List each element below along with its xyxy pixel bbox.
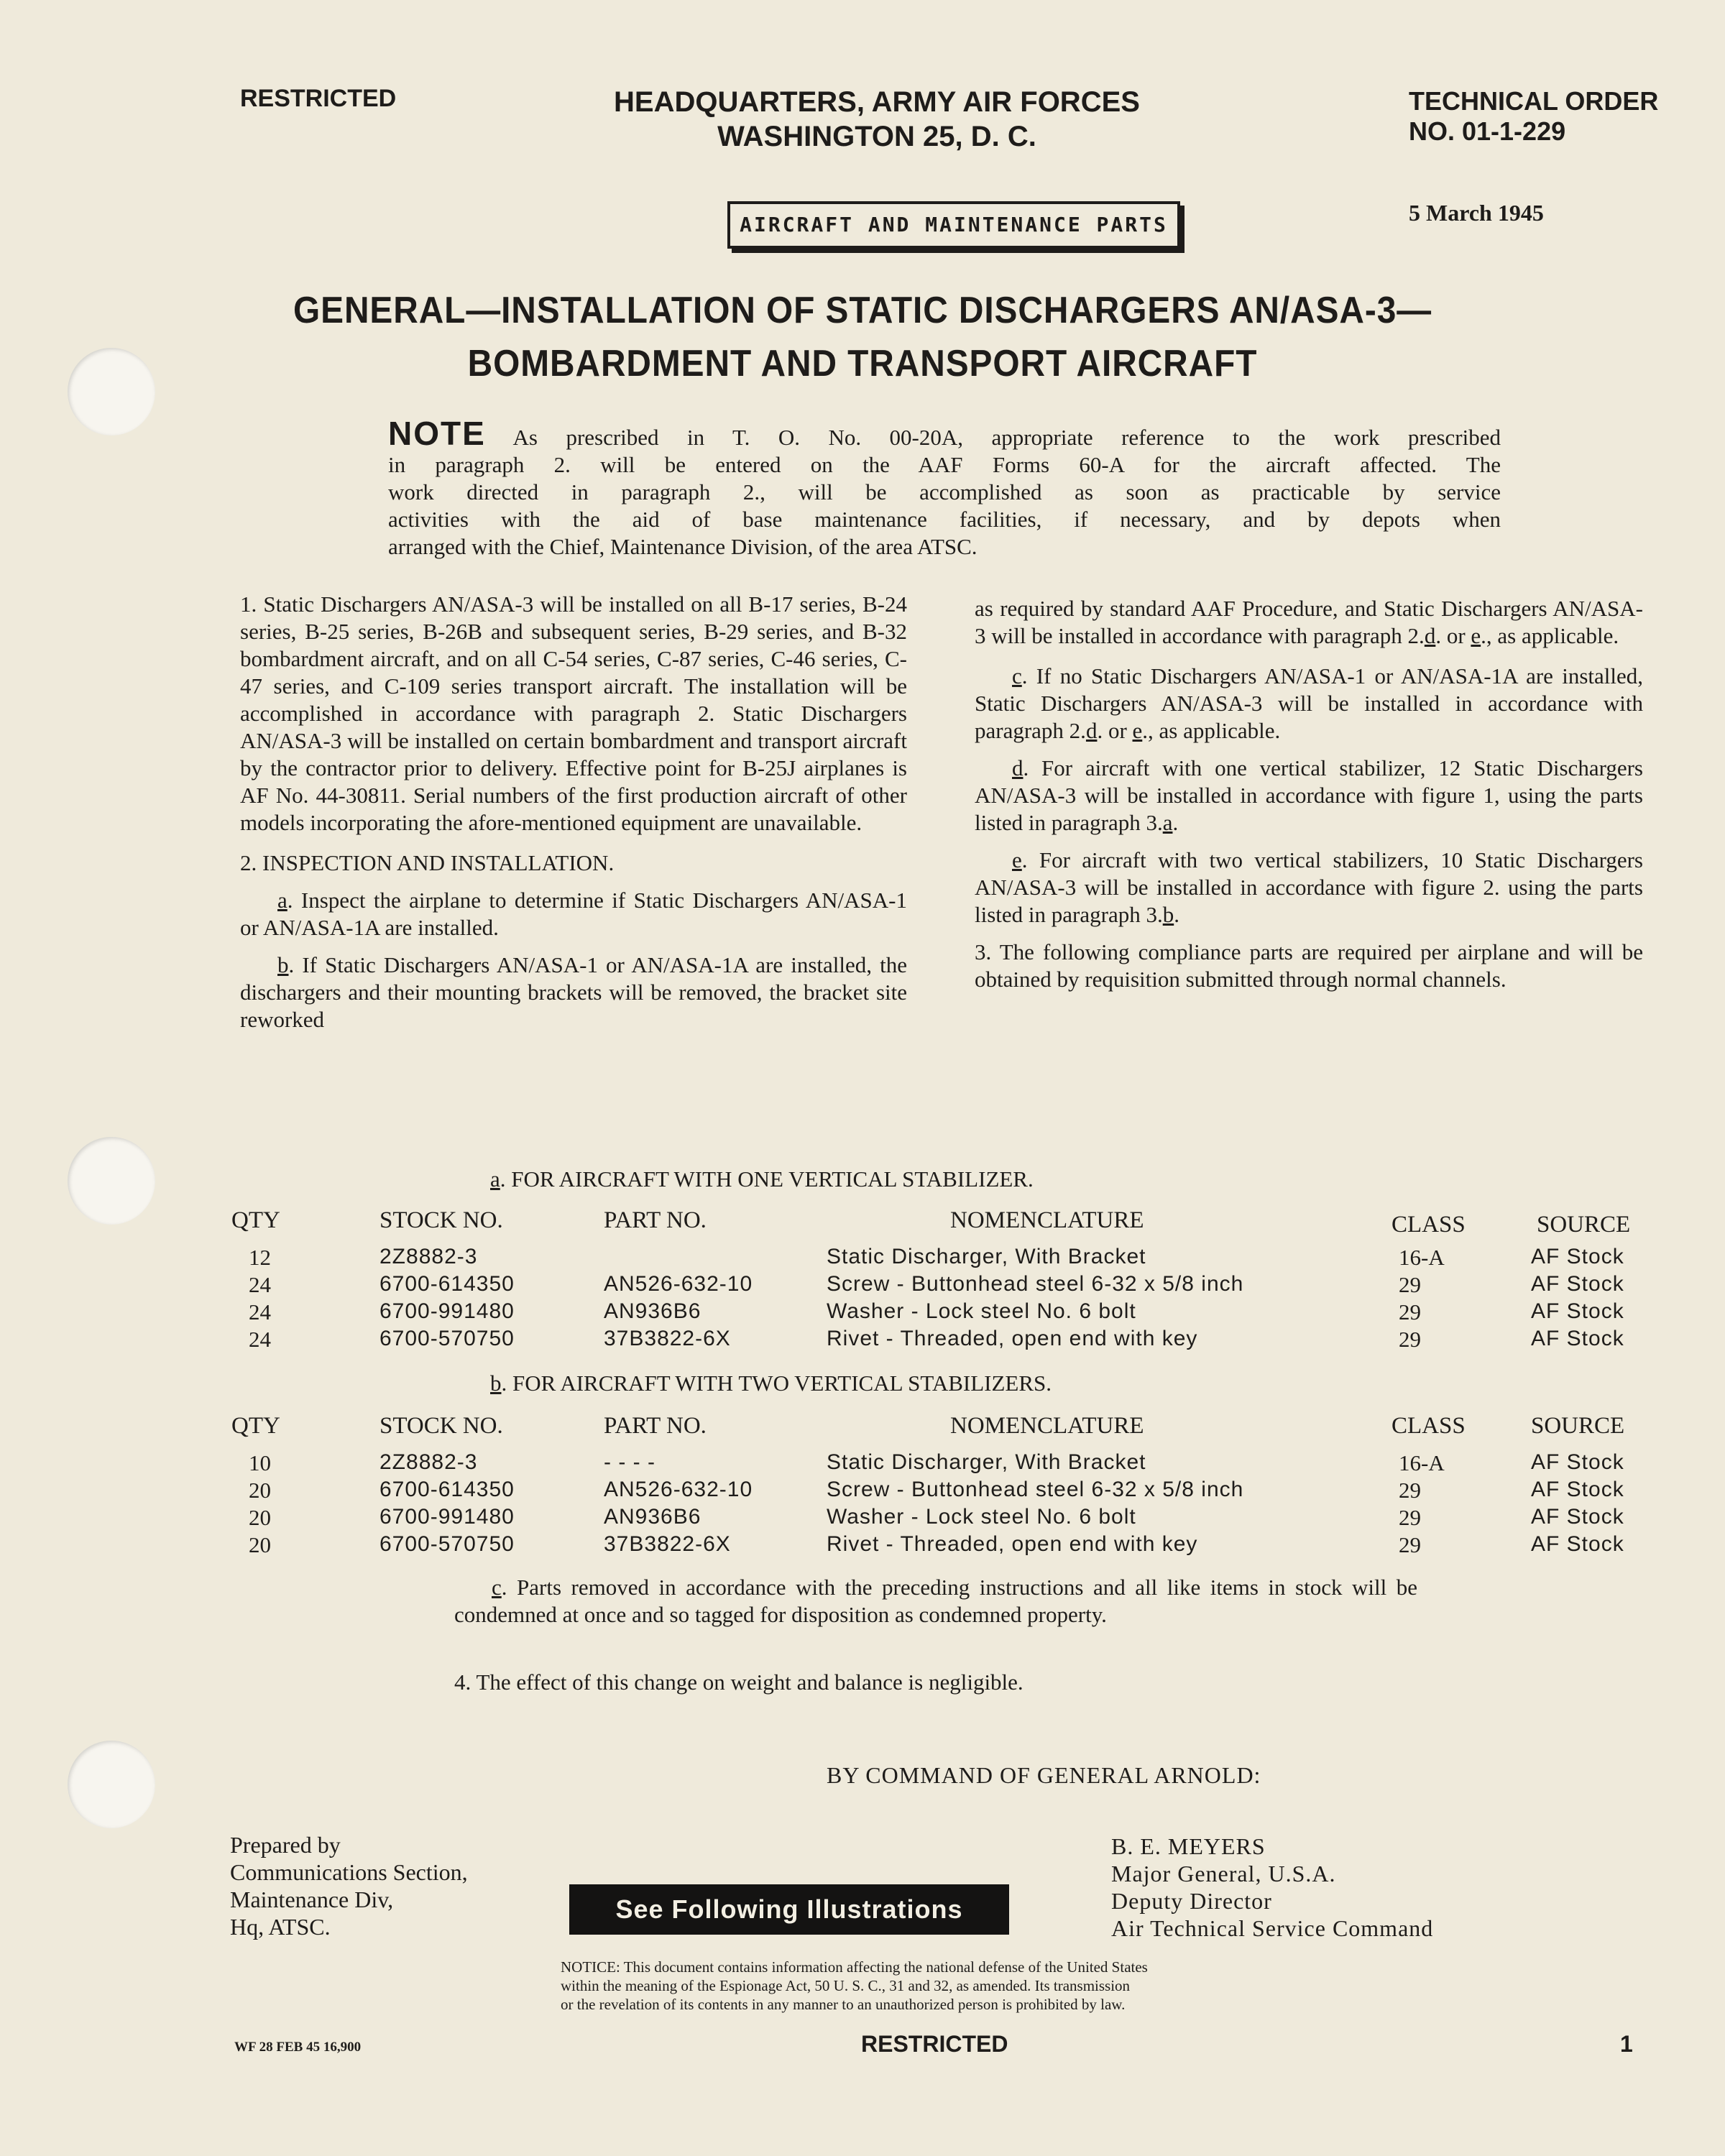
- see-following-banner: [569, 1884, 1009, 1935]
- note-line4: activities with the aid of base maintenance facilities, if necessary, and by depots when: [388, 507, 1501, 532]
- note-line2: in paragraph 2. will be entered on the AAF Forms 60-A for the aircraft affected. The: [388, 452, 1501, 477]
- paragraph-3c: c. Parts removed in accordance with the preceding instructions and all like items in stock will be condemned at once and so tagged for disposition as condemned property.: [454, 1575, 1417, 1627]
- signatory-title: Deputy Director: [1111, 1888, 1272, 1914]
- cell-qty: 20: [249, 1505, 271, 1530]
- table-a-header: [0, 1207, 1725, 1238]
- col-nomenclature: NOMENCLATURE: [950, 1207, 1144, 1233]
- cell-stock-no: 6700-991480: [380, 1505, 515, 1529]
- cell-source: AF Stock: [1531, 1450, 1624, 1474]
- cell-qty: 24: [249, 1327, 271, 1352]
- table-b: [0, 1413, 1725, 1571]
- table-row: [0, 1532, 1725, 1560]
- cell-stock-no: 6700-614350: [380, 1272, 515, 1296]
- cell-nomenclature: Washer - Lock steel No. 6 bolt: [827, 1505, 1136, 1529]
- cell-source: AF Stock: [1531, 1272, 1624, 1296]
- hq-line1: HEADQUARTERS, ARMY AIR FORCES: [614, 86, 1140, 118]
- cell-class: 29: [1399, 1327, 1421, 1352]
- cell-qty: 24: [249, 1272, 271, 1297]
- command-line: BY COMMAND OF GENERAL ARNOLD:: [827, 1762, 1261, 1788]
- cell-nomenclature: Rivet - Threaded, open end with key: [827, 1532, 1198, 1556]
- col-stock: STOCK NO.: [380, 1207, 503, 1233]
- print-code: WF 28 FEB 45 16,900: [234, 2040, 362, 2055]
- paragraph-2a: a. Inspect the airplane to determine if Static Dischargers AN/ASA-1 or AN/ASA-1A are installed.: [240, 888, 907, 940]
- note-block: [388, 415, 1501, 561]
- signatory-rank: Major General, U.S.A.: [1111, 1861, 1336, 1886]
- table-row: [0, 1327, 1725, 1354]
- table-row: [0, 1272, 1725, 1299]
- cell-source: AF Stock: [1531, 1299, 1624, 1323]
- cell-part-no: AN936B6: [604, 1299, 702, 1323]
- table-b-heading: b. FOR AIRCRAFT WITH TWO VERTICAL STABILIZERS.: [490, 1370, 1052, 1396]
- signatory-name: B. E. MEYERS: [1111, 1833, 1266, 1859]
- cell-nomenclature: Rivet - Threaded, open end with key: [827, 1327, 1198, 1350]
- table-row: [0, 1505, 1725, 1532]
- col-source: SOURCE: [1531, 1413, 1625, 1439]
- cell-part-no: 37B3822-6X: [604, 1327, 731, 1350]
- paragraph-2c: c. If no Static Dischargers AN/ASA-1 or AN/ASA-1A are installed, Static Dischargers AN/ASA-3 will be installed in accordance with paragraph 2.d. or e., as applicable.: [975, 663, 1643, 743]
- restricted-top: RESTRICTED: [240, 85, 397, 112]
- paragraph-2b: b. If Static Dischargers AN/ASA-1 or AN/ASA-1A are installed, the dischargers and their mounting brackets will be removed, the bracket site reworked: [240, 952, 907, 1032]
- col-stock: STOCK NO.: [380, 1413, 503, 1439]
- left-column: [240, 591, 907, 1033]
- espionage-notice: NOTICE: This document contains information affecting the national defense of the United States within the meaning of the Espionage Act, 50 U. S. C., 31 and 32, as amended. Its transmission or the revelation of its contents in any manner to an unauthorized person is prohibited by law.: [561, 1958, 1148, 2013]
- cell-class: 16-A: [1399, 1245, 1445, 1270]
- technical-order-line1: TECHNICAL ORDER: [1409, 86, 1659, 116]
- cell-nomenclature: Static Discharger, With Bracket: [827, 1450, 1146, 1474]
- cell-qty: 24: [249, 1299, 271, 1325]
- cell-nomenclature: Static Discharger, With Bracket: [827, 1245, 1146, 1268]
- cell-class: 29: [1399, 1478, 1421, 1503]
- cell-part-no: 37B3822-6X: [604, 1532, 731, 1556]
- cell-source: AF Stock: [1531, 1478, 1624, 1501]
- cell-part-no: AN526-632-10: [604, 1272, 753, 1296]
- cell-class: 29: [1399, 1299, 1421, 1325]
- col-class: CLASS: [1392, 1212, 1466, 1238]
- col-part: PART NO.: [604, 1207, 707, 1233]
- paragraph-1: 1. Static Dischargers AN/ASA-3 will be installed on all B-17 series, B-24 series, B-25 series, B-26B and subsequent series, B-29 series, and B-32 bombardment aircraft, and on all C-54 series, C-87 series, C-46 series, C-47 series, and C-109 series transport aircraft. The installation will be accomplished in accordance with paragraph 2. Static Dischargers AN/ASA-3 will be installed on certain bombardment and transport aircraft by the contractor prior to delivery. Effective point for B-25J airplanes is AF No. 44-30811. Serial numbers of the first production aircraft of other models incorporating the afore-mentioned equipment are unavailable.: [240, 591, 907, 835]
- cell-source: AF Stock: [1531, 1505, 1624, 1529]
- note-line5: arranged with the Chief, Maintenance Division, of the area ATSC.: [388, 534, 978, 559]
- see-following-label: See Following Illustrations: [615, 1894, 963, 1924]
- category-label: AIRCRAFT AND MAINTENANCE PARTS: [740, 213, 1168, 236]
- table-row: [0, 1478, 1725, 1505]
- note-line3: work directed in paragraph 2., will be accomplished as soon as practicable by service: [388, 479, 1501, 505]
- cell-stock-no: 6700-991480: [380, 1299, 515, 1323]
- title-line1: GENERAL—INSTALLATION OF STATIC DISCHARGERS AN/ASA-3—: [293, 290, 1432, 331]
- cell-part-no: AN526-632-10: [604, 1478, 753, 1501]
- col-qty: QTY: [231, 1413, 280, 1439]
- cell-class: 16-A: [1399, 1450, 1445, 1475]
- paragraph-2e: e. For aircraft with two vertical stabilizers, 10 Static Dischargers AN/ASA-3 will be installed in accordance with figure 2. using the parts listed in paragraph 3.b.: [975, 847, 1643, 927]
- col-source: SOURCE: [1537, 1212, 1631, 1238]
- col-class: CLASS: [1392, 1413, 1466, 1439]
- note-line1: As prescribed in T. O. No. 00-20A, appropriate reference to the work prescribed: [512, 425, 1501, 450]
- paragraph-2b-continued: as required by standard AAF Procedure, and Static Dischargers AN/ASA-3 will be installed in accordance with paragraph 2.d. or e., as applicable.: [975, 596, 1643, 648]
- cell-stock-no: 6700-614350: [380, 1478, 515, 1501]
- cell-nomenclature: Washer - Lock steel No. 6 bolt: [827, 1299, 1136, 1323]
- cell-source: AF Stock: [1531, 1245, 1624, 1268]
- col-qty: QTY: [231, 1207, 280, 1233]
- category-box: [727, 201, 1180, 249]
- note-label: NOTE: [388, 415, 486, 452]
- cell-qty: 20: [249, 1478, 271, 1503]
- cell-class: 29: [1399, 1272, 1421, 1297]
- title-line2: BOMBARDMENT AND TRANSPORT AIRCRAFT: [467, 343, 1258, 384]
- paragraph-3: 3. The following compliance parts are required per airplane and will be obtained by requisition submitted through normal channels.: [975, 939, 1643, 992]
- cell-qty: 20: [249, 1532, 271, 1557]
- restricted-bottom: RESTRICTED: [861, 2031, 1008, 2057]
- table-row: [0, 1245, 1725, 1272]
- col-nomenclature: NOMENCLATURE: [950, 1413, 1144, 1439]
- table-a-heading: a. FOR AIRCRAFT WITH ONE VERTICAL STABILIZER.: [490, 1166, 1034, 1192]
- binder-hole-bottom: [68, 1741, 155, 1828]
- paragraph-2d: d. For aircraft with one vertical stabilizer, 12 Static Dischargers AN/ASA-3 will be installed in accordance with figure 1, using the parts listed in paragraph 3.a.: [975, 755, 1643, 835]
- table-a: [0, 1207, 1725, 1365]
- cell-qty: 10: [249, 1450, 271, 1475]
- table-row: [0, 1450, 1725, 1478]
- cell-stock-no: 6700-570750: [380, 1327, 515, 1350]
- cell-part-no: AN936B6: [604, 1505, 702, 1529]
- table-b-header: [0, 1413, 1725, 1440]
- paragraph-2-heading: 2. INSPECTION AND INSTALLATION.: [240, 850, 615, 875]
- cell-source: AF Stock: [1531, 1327, 1624, 1350]
- paragraph-4: 4. The effect of this change on weight and balance is negligible.: [454, 1669, 1024, 1695]
- cell-nomenclature: Screw - Buttonhead steel 6-32 x 5/8 inch: [827, 1478, 1244, 1501]
- cell-stock-no: 6700-570750: [380, 1532, 515, 1556]
- cell-stock-no: 2Z8882-3: [380, 1245, 478, 1268]
- cell-qty: 12: [249, 1245, 271, 1270]
- technical-order-line2: NO. 01-1-229: [1409, 116, 1566, 146]
- table-row: [0, 1299, 1725, 1327]
- cell-source: AF Stock: [1531, 1532, 1624, 1556]
- right-column: [975, 595, 1643, 993]
- signature-block: [1111, 1833, 1433, 1942]
- cell-part-no: - - - -: [604, 1450, 656, 1474]
- prepared-by: Prepared by Communications Section, Maintenance Div, Hq, ATSC.: [230, 1832, 468, 1940]
- page-number: 1: [1620, 2031, 1633, 2057]
- hq-line2: WASHINGTON 25, D. C.: [717, 121, 1036, 152]
- cell-nomenclature: Screw - Buttonhead steel 6-32 x 5/8 inch: [827, 1272, 1244, 1296]
- signatory-org: Air Technical Service Command: [1111, 1915, 1434, 1941]
- col-part: PART NO.: [604, 1413, 707, 1439]
- cell-class: 29: [1399, 1532, 1421, 1557]
- cell-stock-no: 2Z8882-3: [380, 1450, 478, 1474]
- cell-class: 29: [1399, 1505, 1421, 1530]
- document-date: 5 March 1945: [1409, 200, 1544, 226]
